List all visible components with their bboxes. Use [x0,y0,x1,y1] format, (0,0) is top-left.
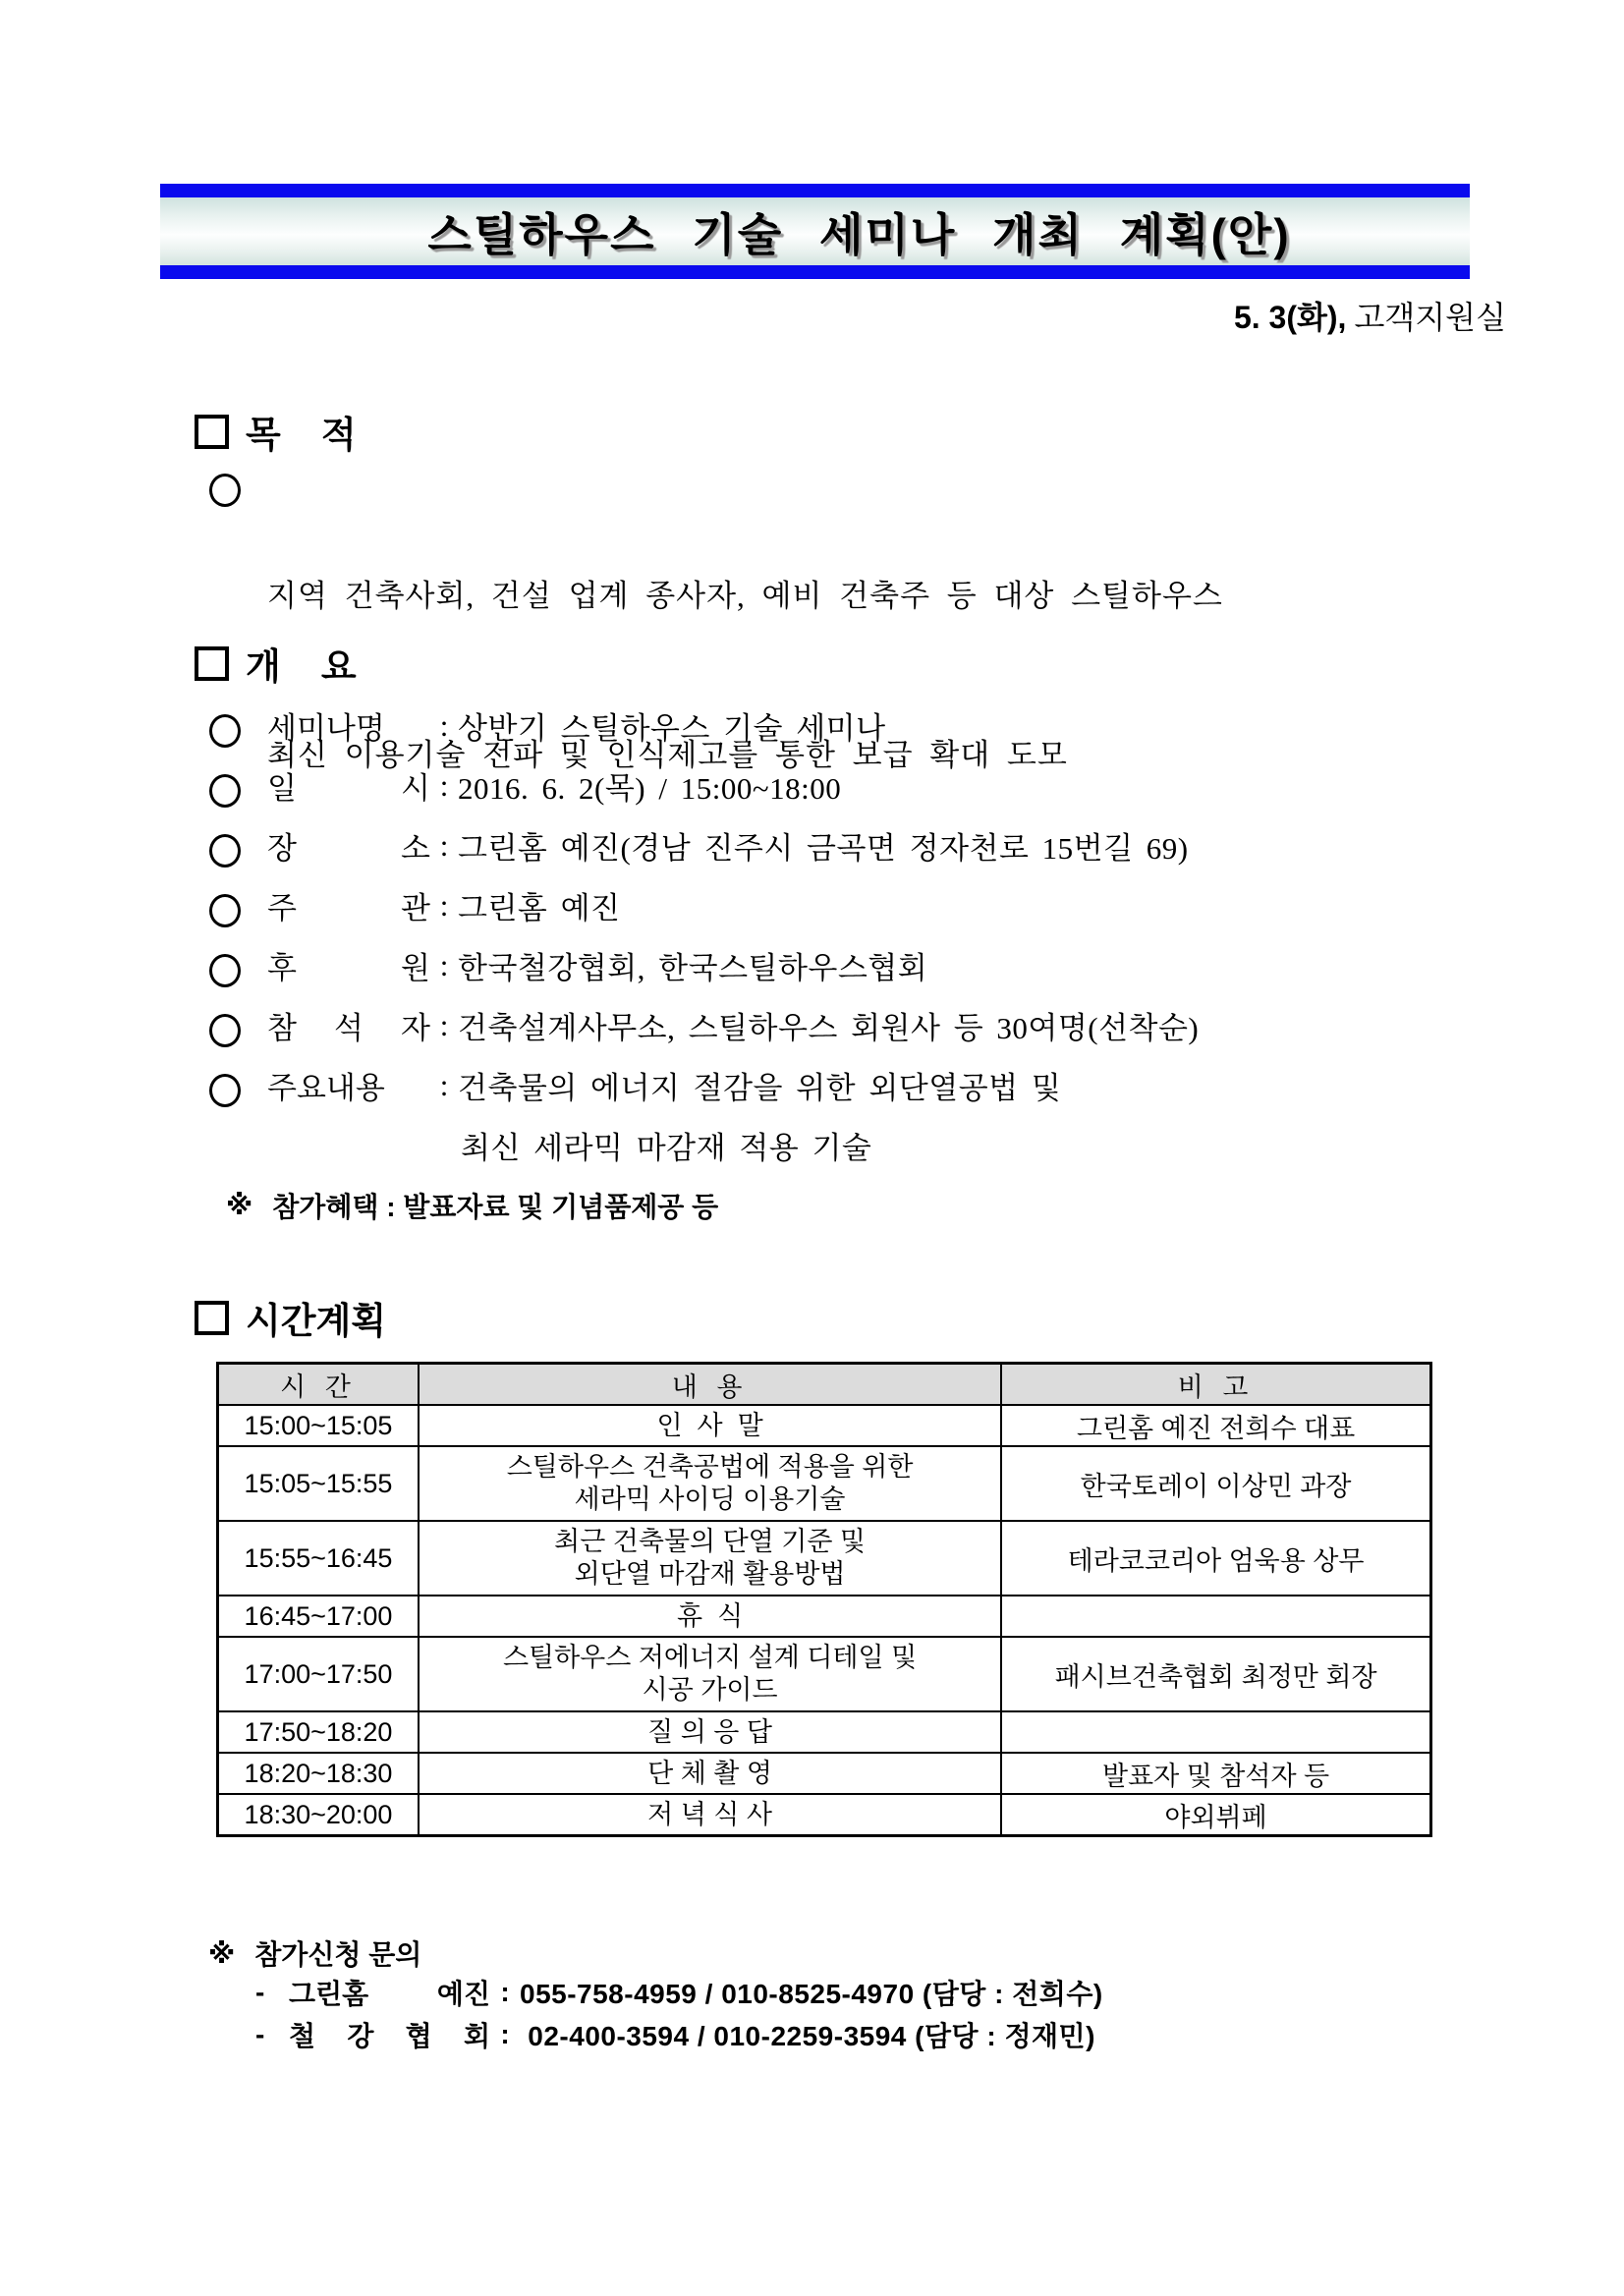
schedule-heading-label: 시간계획 [246,1301,386,1341]
cell-note [1002,1596,1429,1636]
table-header-row [219,1365,1429,1406]
list-item [209,875,1545,935]
banner-top-bar [160,184,1470,197]
circle-bullet-icon [209,894,241,927]
table-row [219,1596,1429,1638]
overview-label: 일 시 [267,771,430,806]
date-line [1234,293,1506,338]
list-item [209,1055,1545,1115]
content-line: 저 녁 식 사 [647,1799,772,1829]
dash-bullet: - [255,2018,265,2049]
contact-phone-value: 055-758-4959 / 010-8525-4970 (담당 : 전희수) [520,1978,1103,2009]
overview-label: 장 소 [267,831,430,866]
cell-content [420,1406,1002,1445]
cell-time: 18:20~18:30 [219,1754,420,1793]
cell-note: 그린홈 예진 전희수 대표 [1076,1413,1356,1443]
table-row [219,1522,1429,1596]
content-line: 세라믹 사이딩 이용기술 [574,1484,846,1514]
colon-separator: : [500,1976,510,2007]
cell-note: 한국토레이 이상민 과장 [1080,1471,1352,1501]
cell-content [420,1447,1002,1520]
table-row [219,1406,1429,1447]
section-heading-schedule [195,1291,386,1344]
table-row [219,1754,1429,1795]
list-item [209,935,1545,995]
overview-label: 후 원 [267,951,430,985]
table-row [219,1712,1429,1754]
cell-content [420,1522,1002,1595]
overview-value-continued: 최신 세라믹 마감재 적용 기술 [461,1131,872,1165]
list-item [209,756,1545,815]
section-heading-overview [195,637,357,690]
circle-bullet-icon [209,954,241,987]
contact-heading-text: 참가신청 문의 [254,1939,422,1970]
colon-separator: : [500,2018,510,2049]
purpose-heading-label: 목 적 [246,415,357,455]
cell-note: 테라코코리아 엄욱용 상무 [1067,1545,1365,1576]
cell-note: 야외뷔페 [1164,1802,1267,1832]
colon-separator: : [439,1067,449,1102]
content-line: 외단열 마감재 활용방법 [574,1559,846,1589]
reference-mark-icon: ※ [208,1937,236,1969]
overview-value: 그린홈 예진 [458,891,621,925]
col-header-content: 내 용 [420,1365,1002,1404]
overview-value: 건축물의 에너지 절감을 위한 외단열공법 및 [458,1071,1062,1105]
cell-note: 패시브건축협회 최정만 회장 [1054,1661,1377,1692]
content-line: 스틸하우스 저에너지 설계 디테일 및 [502,1643,918,1672]
benefit-note-text: 참가혜택 : 발표자료 및 기념품제공 등 [272,1191,719,1222]
colon-separator: : [439,707,449,743]
col-header-time: 시 간 [219,1365,420,1404]
reference-mark-icon: ※ [226,1190,253,1220]
overview-label: 주요내용 [267,1071,385,1105]
cell-time: 18:30~20:00 [219,1795,420,1834]
cell-time: 17:50~18:20 [219,1712,420,1752]
circle-bullet-icon [209,1014,241,1047]
contact-org-label: 그린홈 예진 [289,1978,490,2009]
contact-section [208,1935,1103,2055]
colon-separator: : [439,827,449,863]
list-item-wrap-line [209,1115,1545,1175]
table-row [219,1795,1429,1834]
overview-label: 주 관 [267,891,430,925]
colon-separator: : [439,887,449,923]
cell-time: 15:55~16:45 [219,1522,420,1595]
colon-separator: : [439,947,449,982]
schedule-table [216,1362,1432,1837]
cell-time: 15:05~15:55 [219,1447,420,1520]
overview-value: 상반기 스틸하우스 기술 세미나 [458,711,886,746]
colon-separator: : [439,767,449,803]
contact-phone-value: 02-400-3594 / 010-2259-3594 (담당 : 정재민) [520,2020,1095,2051]
content-line: 최근 건축물의 단열 기준 및 [554,1527,867,1556]
list-item [209,995,1545,1055]
purpose-line-2: 최신 이용기술 전파 및 인식제고를 통한 보급 확대 도모 [267,738,1068,772]
circle-bullet-icon [209,834,241,868]
overview-value: 그린홈 예진(경남 진주시 금곡면 정자천로 15번길 69) [458,831,1189,866]
contact-line [255,2013,1103,2055]
cell-time: 16:45~17:00 [219,1596,420,1636]
content-line: 단 체 촬 영 [647,1758,772,1788]
title-banner [160,184,1470,279]
cell-content [420,1795,1002,1834]
contact-org-label: 철 강 협 회 [289,2020,490,2051]
banner-bottom-bar [160,265,1470,279]
content-line: 인 사 말 [656,1410,763,1440]
square-bullet-icon [195,415,229,449]
dash-bullet: - [255,1976,265,2007]
cell-content [420,1638,1002,1710]
overview-label: 참 석 자 [267,1011,430,1045]
cell-time: 15:00~15:05 [219,1406,420,1445]
cell-content [420,1712,1002,1752]
contact-heading [208,1935,1103,1971]
overview-label: 세미나명 [267,711,385,746]
square-bullet-icon [195,646,229,681]
circle-bullet-icon [209,774,241,808]
cell-time: 17:00~17:50 [219,1638,420,1710]
banner-gradient [160,197,1470,265]
table-row [219,1638,1429,1712]
list-item [209,696,1545,756]
circle-bullet-icon [209,474,241,507]
colon-separator: : [439,1007,449,1042]
cell-content [420,1754,1002,1793]
cell-note [1002,1712,1429,1752]
cell-content [420,1596,1002,1636]
contact-line [255,1971,1103,2013]
overview-list [209,696,1545,1235]
circle-bullet-icon [209,714,241,748]
content-line: 시공 가이드 [642,1675,778,1705]
col-header-note: 비 고 [1177,1372,1255,1402]
date-text: 5. 3(화), [1233,300,1347,335]
square-bullet-icon [195,1301,229,1335]
content-line: 휴 식 [676,1600,744,1631]
purpose-line-1: 지역 건축사회, 건설 업계 종사자, 예비 건축주 등 대상 스틸하우스 [267,579,1223,613]
cell-note: 발표자 및 참석자 등 [1101,1761,1330,1791]
table-row [219,1447,1429,1522]
list-item [209,815,1545,875]
office-text: 고객지원실 [1346,300,1506,335]
overview-value: 한국철강협회, 한국스틸하우스협회 [458,951,928,985]
content-line: 질 의 응 답 [647,1716,772,1747]
overview-heading-label: 개 요 [246,646,357,687]
document-title: 스틸하우스 기술 세미나 개최 계획(안) [427,208,1291,260]
overview-value: 2016. 6. 2(목) / 15:00~18:00 [458,771,842,806]
benefit-note [226,1175,1545,1235]
section-heading-purpose [195,405,357,458]
overview-value: 건축설계사무소, 스틸하우스 회원사 등 30여명(선착순) [458,1011,1200,1045]
circle-bullet-icon [209,1074,241,1107]
content-line: 스틸하우스 건축공법에 적용을 위한 [506,1452,914,1482]
